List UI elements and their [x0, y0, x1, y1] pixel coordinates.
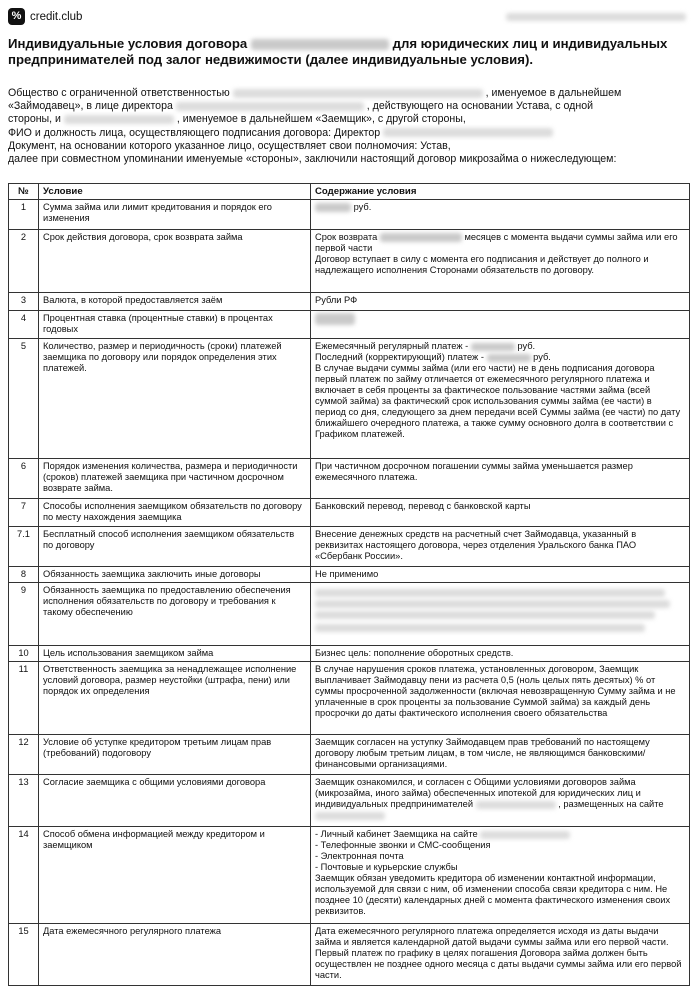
row-content-line: - Электронная почта: [315, 851, 404, 861]
row-condition: Срок действия договора, срок возврата займа: [39, 230, 311, 293]
redacted-contract-number: [251, 39, 389, 50]
row-condition: Способы исполнения заемщиком обязательств по договору по месту нахождения заемщика: [39, 499, 311, 527]
row-content: Дата ежемесячного регулярного платежа определяется исходя из даты выдачи займа и является календарной датой выдачи суммы займа или его первой части. Первый платеж по графику в целях погашения Договора займа должен быть осуществлен не позднее одного месяца с даты выдачи суммы займа или его первой части.: [311, 924, 690, 986]
table-row: [9, 230, 690, 293]
row-content-text: руб.: [353, 202, 372, 212]
row-number: 3: [9, 293, 39, 311]
redacted-signer-name: [383, 128, 553, 137]
row-content-text: , размещенных на сайте: [558, 799, 664, 809]
table-row: [9, 200, 690, 230]
intro-text: , именуемое в дальнейшем: [485, 87, 622, 99]
intro-line-4: [8, 127, 688, 140]
intro-text: , действующего на основании Устава, с одной: [366, 100, 594, 113]
table-header-row: [9, 184, 690, 200]
intro-text: «Займодавец», в лице директора: [8, 100, 173, 113]
redacted-monthly-payment: [471, 343, 515, 351]
row-condition: Ответственность заемщика за ненадлежащее исполнение условий договора, размер неустойки (штрафа, пени) или порядок их определения: [39, 662, 311, 735]
row-content-line: [315, 232, 685, 254]
redacted-terms-name: [476, 801, 556, 809]
redacted-security-terms: [315, 611, 655, 619]
redacted-term: [380, 233, 462, 242]
row-number: 1: [9, 200, 39, 230]
row-content-line: - Почтовые и курьерские службы: [315, 862, 458, 872]
intro-line-1: [8, 87, 688, 100]
column-header-condition: Условие: [39, 184, 311, 200]
redacted-header-meta: [506, 13, 686, 21]
table-row: [9, 499, 690, 527]
intro-line-6: далее при совместном упоминании именуемые «стороны», заключили настоящий договор микрозайма о нижеследующем:: [8, 153, 617, 166]
table-row: [9, 827, 690, 924]
table-row: [9, 311, 690, 339]
title-part-2: для юридических лиц и индивидуальных предпринимателей под залог недвижимости (далее индивидуальные условия).: [8, 36, 668, 67]
row-condition: Условие об уступке кредитором третьим лицам прав (требований) подоговору: [39, 735, 311, 775]
redacted-last-payment: [487, 354, 531, 362]
row-content-text: руб.: [533, 352, 551, 362]
redacted-security-terms: [315, 600, 670, 608]
row-condition: Обязанность заемщика заключить иные договоры: [39, 567, 311, 583]
intro-text: стороны, и: [8, 113, 61, 126]
row-number: 14: [9, 827, 39, 924]
row-condition: Сумма займа или лимит кредитования и порядок его изменения: [39, 200, 311, 230]
table-row: [9, 924, 690, 986]
table-row: [9, 567, 690, 583]
row-content-text: - Личный кабинет Заемщика на сайте: [315, 829, 478, 839]
row-number: 15: [9, 924, 39, 986]
document-intro: [8, 87, 688, 166]
title-part-1: Индивидуальные условия договора: [8, 36, 248, 51]
redacted-website: [315, 812, 385, 820]
intro-text: Общество с ограниченной ответственностью: [8, 87, 230, 99]
redacted-interest-rate: [315, 313, 355, 325]
row-content-text: Ежемесячный регулярный платеж -: [315, 341, 469, 351]
row-number: 10: [9, 646, 39, 662]
row-content-line: - Телефонные звонки и СМС-сообщения: [315, 840, 491, 850]
intro-line-5: Документ, на основании которого указанное лицо, осуществляет свои полномочия: Устав,: [8, 139, 451, 152]
row-number: 2: [9, 230, 39, 293]
intro-text: , именуемое в дальнейшем «Заемщик», с другой стороны,: [176, 113, 466, 126]
row-content: [311, 827, 690, 924]
column-header-number: №: [9, 184, 39, 200]
intro-text: ФИО и должность лица, осуществляющего подписания договора: Директор: [8, 126, 381, 139]
table-row: [9, 735, 690, 775]
redacted-borrower-name: [64, 115, 174, 124]
row-content: [311, 339, 690, 459]
table-row: [9, 459, 690, 499]
row-condition: Согласие заемщика с общими условиями договора: [39, 775, 311, 827]
row-number: 7.1: [9, 527, 39, 567]
percent-logo-icon: %: [8, 8, 25, 25]
redacted-loan-amount: [315, 203, 351, 212]
row-condition: Валюта, в которой предоставляется заём: [39, 293, 311, 311]
intro-line-2: [8, 100, 688, 113]
row-content: Рубли РФ: [311, 293, 690, 311]
redacted-security-terms: [315, 624, 645, 632]
row-content-line: В случае выдачи суммы займа (или его части) не в день подписания договора первый платеж по займу отличается от ежемесячного регулярного платежа и включает в себя проценты за фактическое пользование частями займа (всей суммой займа) за фактический срок использования суммы займа (ее части) в период со дня, следующего за днем передачи всей Суммы займа (ее части) по дату ближайшего очередного платежа, а также сумму основного долга в соответствии с Графиком платежей.: [315, 363, 681, 439]
row-content-text: Заемщик ознакомился, и согласен с Общими условиями договоров займа (микрозайма, иного займа) обеспеченных ипотекой для юридических лиц и индивидуальных предпринимателей: [315, 777, 641, 809]
table-row: [9, 293, 690, 311]
row-number: 9: [9, 583, 39, 646]
row-number: 8: [9, 567, 39, 583]
table-row: [9, 646, 690, 662]
row-number: 5: [9, 339, 39, 459]
row-content: [311, 311, 690, 339]
redacted-director-name: [176, 102, 364, 111]
table-row: [9, 662, 690, 735]
logo-text: credit.club: [30, 10, 83, 23]
row-condition: Процентная ставка (процентные ставки) в процентах годовых: [39, 311, 311, 339]
table-row: [9, 775, 690, 827]
row-content-text: месяцев с момента выдачи суммы займа или его первой части: [315, 232, 678, 253]
row-content: [311, 230, 690, 293]
row-content-text: руб.: [517, 341, 536, 351]
row-content-text: Последний (корректирующий) платеж -: [315, 352, 484, 362]
column-header-content: Содержание условия: [311, 184, 690, 200]
credit-club-logo[interactable]: [8, 8, 82, 25]
conditions-table: [8, 183, 690, 986]
row-content: [311, 583, 690, 646]
row-condition: Бесплатный способ исполнения заемщиком обязательств по договору: [39, 527, 311, 567]
row-number: 11: [9, 662, 39, 735]
redacted-website: [480, 831, 570, 839]
row-number: 6: [9, 459, 39, 499]
row-content-line: [315, 341, 685, 352]
row-content: Банковский перевод, перевод с банковской карты: [311, 499, 690, 527]
row-content-text: Срок возврата: [315, 232, 378, 242]
row-condition: Дата ежемесячного регулярного платежа: [39, 924, 311, 986]
table-row: [9, 339, 690, 459]
row-content-line: [315, 829, 685, 840]
table-row: [9, 527, 690, 567]
row-number: 12: [9, 735, 39, 775]
row-content-line: [315, 352, 685, 363]
row-content: Внесение денежных средств на расчетный счет Займодавца, указанный в реквизитах настоящего договора, через отделения Уральского банка ПАО «Сбербанк России».: [311, 527, 690, 567]
row-content: Не применимо: [311, 567, 690, 583]
row-content-line: Договор вступает в силу с момента его подписания и действует до полного и надлежащего исполнения Сторонами обязательств по договору.: [315, 254, 649, 275]
intro-line-3: [8, 113, 688, 126]
row-condition: Количество, размер и периодичность (сроки) платежей заемщика по договору или порядок определения этих платежей.: [39, 339, 311, 459]
row-content-line: Заемщик обязан уведомить кредитора об изменении контактной информации, используемой для связи с ним, об изменении способа связи кредитора с ним. Не позднее 10 (десяти) календарных дней с момента фактического изменения своих реквизитов.: [315, 873, 671, 916]
row-condition: Порядок изменения количества, размера и периодичности (сроков) платежей заемщика при частичном досрочном возврате займа.: [39, 459, 311, 499]
row-content: [311, 200, 690, 230]
row-content: [311, 775, 690, 827]
redacted-security-terms: [315, 589, 665, 597]
redacted-company-name: [233, 89, 483, 98]
row-content: В случае нарушения сроков платежа, установленных договором, Заемщик выплачивает Займодавцу пени из расчета 0,5 (ноль целых пять десятых) % от суммы просроченной задолженности (включая невозвращенную Сумму займа и не уплаченные в срок проценты за пользование Суммой займа) за каждый день просрочки до даты фактического исполнения своего обязательства: [311, 662, 690, 735]
row-number: 13: [9, 775, 39, 827]
row-condition: Способ обмена информацией между кредитором и заемщиком: [39, 827, 311, 924]
row-condition: Цель использования заемщиком займа: [39, 646, 311, 662]
page-header: [6, 8, 690, 30]
table-row: [9, 583, 690, 646]
row-content: При частичном досрочном погашении суммы займа уменьшается размер ежемесячного платежа.: [311, 459, 690, 499]
row-number: 7: [9, 499, 39, 527]
row-condition: Обязанность заемщика по предоставлению обеспечения исполнения обязательств по договору и требования к такому обеспечению: [39, 583, 311, 646]
document-title: [8, 36, 688, 68]
row-content: Заемщик согласен на уступку Займодавцем прав требований по настоящему договору любым третьим лицам, в том числе, не являющимся банковскими/финансовыми организациями.: [311, 735, 690, 775]
row-number: 4: [9, 311, 39, 339]
row-content: Бизнес цель: пополнение оборотных средств.: [311, 646, 690, 662]
